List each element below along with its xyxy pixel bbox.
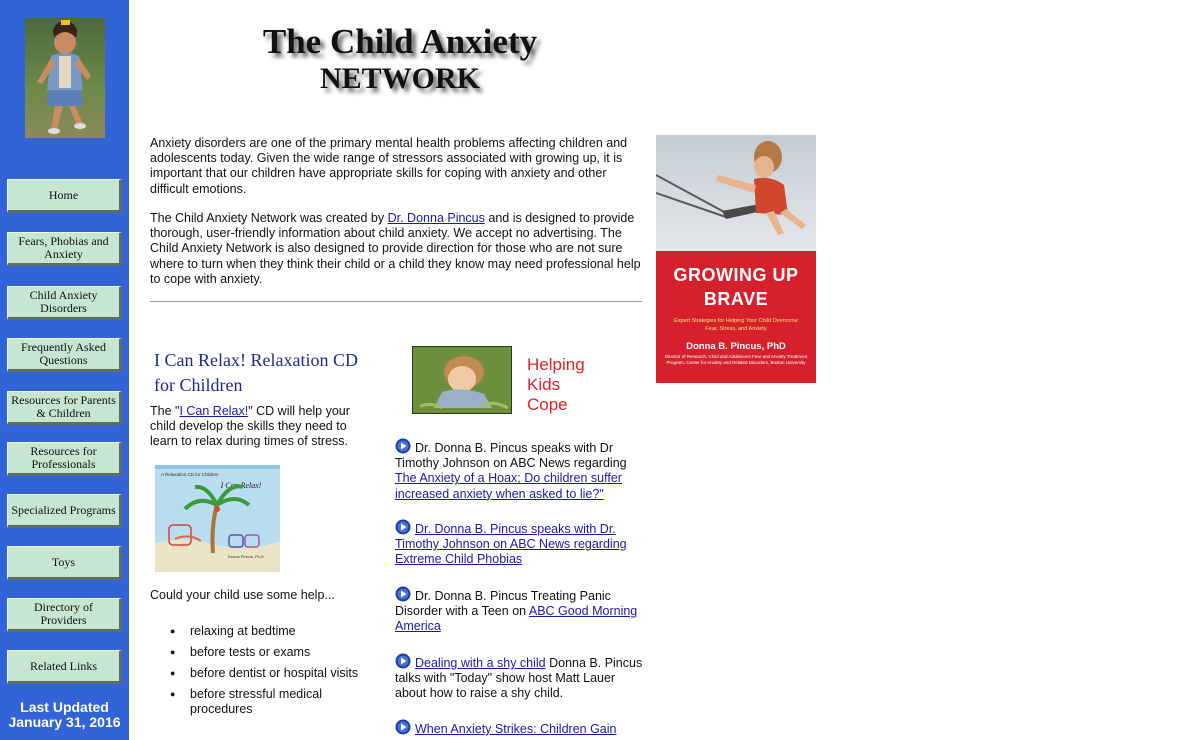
help-list-item: ● before tests or exams: [170, 645, 380, 660]
news-item: [395, 438, 643, 502]
intro-p2-text-after: and is designed to provide thorough, user-friendly information about child anxiety. We accept no advertising. The Child Anxiety Network is also designed to provide direction for those who are not sure where to turn when they think their child or a child they know may need professional help to cope with anxiety.: [150, 211, 641, 286]
news-item: [395, 519, 643, 568]
news-item-link[interactable]: ABC Good Morning America: [395, 604, 638, 634]
play-video-icon[interactable]: [395, 586, 411, 602]
helping-kids-cope-line3: Cope: [527, 395, 568, 414]
news-item-link[interactable]: Dealing with a shy child: [415, 656, 546, 670]
nav-resources-parents-button[interactable]: Resources for Parents & Children: [7, 391, 122, 425]
news-item-link[interactable]: Dr. Donna B. Pincus speaks with Dr. Timothy Johnson on ABC News regarding Extreme Child Phobias: [395, 522, 627, 567]
nav-fears-phobias-button[interactable]: Fears, Phobias and Anxiety: [7, 232, 122, 266]
sidebar: [0, 0, 129, 740]
book-author: Donna B. Pincus, PhD: [686, 341, 786, 352]
news-item-link[interactable]: When Anxiety Strikes: Children Gain: [415, 722, 617, 736]
help-list-item: ● relaxing at bedtime: [170, 624, 380, 639]
helping-kids-cope-heading: [527, 355, 585, 415]
last-updated-label: Last Updated: [20, 699, 109, 715]
cd-caption: A Relaxation CD for Children: [161, 472, 219, 477]
nav-faq-button[interactable]: Frequently Asked Questions: [7, 338, 122, 372]
play-video-icon[interactable]: [395, 438, 411, 454]
intro-paragraph-1: Anxiety disorders are one of the primary mental health problems affecting children and adolescents today. Given the wide range of stressors associated with growing up, it is important that our children have appropriate skills for coping with anxiety and other difficult emotions.: [150, 136, 628, 196]
last-updated: [0, 700, 129, 730]
play-video-icon[interactable]: [395, 719, 411, 735]
help-lead-text: Could your child use some help...: [150, 588, 335, 602]
site-title: [200, 22, 600, 96]
intro-p2-text-before: The Child Anxiety Network was created by: [150, 211, 388, 225]
boy-lying-in-grass-photo: [412, 346, 512, 414]
last-updated-date: January 31, 2016: [8, 714, 121, 730]
nav-toys-button[interactable]: Toys: [7, 546, 122, 580]
helping-kids-cope-line2: Kids: [527, 375, 561, 394]
news-item-text-after: Donna B. Pincus talks with "Today" show host Matt Lauer about how to raise a shy child.: [395, 656, 643, 701]
relax-cd-heading: I Can Relax! Relaxation CD for Children: [154, 350, 358, 395]
news-item: [395, 586, 643, 635]
nav-related-links-button[interactable]: Related Links: [7, 650, 122, 684]
nav-directory-providers-button[interactable]: Directory of Providers: [7, 598, 122, 632]
helping-kids-cope-line1: Helping: [527, 355, 585, 374]
help-list-item: ● before stressful medical procedures: [170, 687, 380, 717]
i-can-relax-cd-cover[interactable]: [155, 465, 280, 572]
growing-up-brave-book-cover[interactable]: [656, 135, 816, 383]
cd-title: I Can Relax!: [220, 481, 262, 490]
news-item-text: Dr. Donna B. Pincus speaks with Dr Timothy Johnson on ABC News regarding: [395, 441, 627, 471]
news-item: [395, 719, 643, 737]
relax-text-before: The ": [150, 404, 180, 418]
section-divider: [150, 301, 642, 302]
site-title-line2: NETWORK: [319, 62, 481, 95]
play-video-icon[interactable]: [395, 519, 411, 535]
book-swing-photo: [656, 135, 816, 251]
book-author-affiliation: Director of Research, Child and Adolescent Fear and Anxiety Treatment Program, Center for Anxiety and Related Disorders, Boston University: [664, 354, 808, 365]
book-cover-text-panel: [656, 251, 816, 383]
i-can-relax-link[interactable]: I Can Relax!: [179, 404, 249, 418]
news-item: [395, 653, 643, 702]
cd-author: Donna Pincus, Ph.D.: [227, 554, 265, 559]
news-item-text: Dr. Donna B. Pincus Treating Panic Disorder with a Teen on: [395, 589, 611, 619]
nav-home-button[interactable]: Home: [7, 179, 122, 213]
relax-cd-description: [150, 404, 375, 450]
relax-text-after: " CD will help your child develop the skills they need to learn to relax during times of stress.: [150, 404, 350, 449]
book-title: [656, 263, 816, 311]
help-list: [170, 624, 380, 723]
nav-specialized-programs-button[interactable]: Specialized Programs: [7, 494, 122, 528]
book-title-line2: BRAVE: [703, 289, 769, 309]
intro-paragraph-2: [150, 211, 642, 287]
site-title-line1: The Child Anxiety: [262, 22, 538, 61]
help-list-item: ● before dentist or hospital visits: [170, 666, 380, 681]
book-subtitle: Expert Strategies for Helping Your Child Overcome Fear, Stress, and Anxiety: [674, 318, 798, 332]
donna-pincus-link[interactable]: Dr. Donna Pincus: [387, 211, 485, 225]
play-video-icon[interactable]: [395, 653, 411, 669]
news-item-link[interactable]: The Anxiety of a Hoax; Do children suffer increased anxiety when asked to lie?": [395, 471, 622, 501]
girl-running-photo: [25, 18, 105, 138]
nav-child-anxiety-disorders-button[interactable]: Child Anxiety Disorders: [7, 286, 122, 320]
book-title-line1: GROWING UP: [673, 265, 799, 285]
nav-resources-professionals-button[interactable]: Resources for Professionals: [7, 442, 122, 476]
